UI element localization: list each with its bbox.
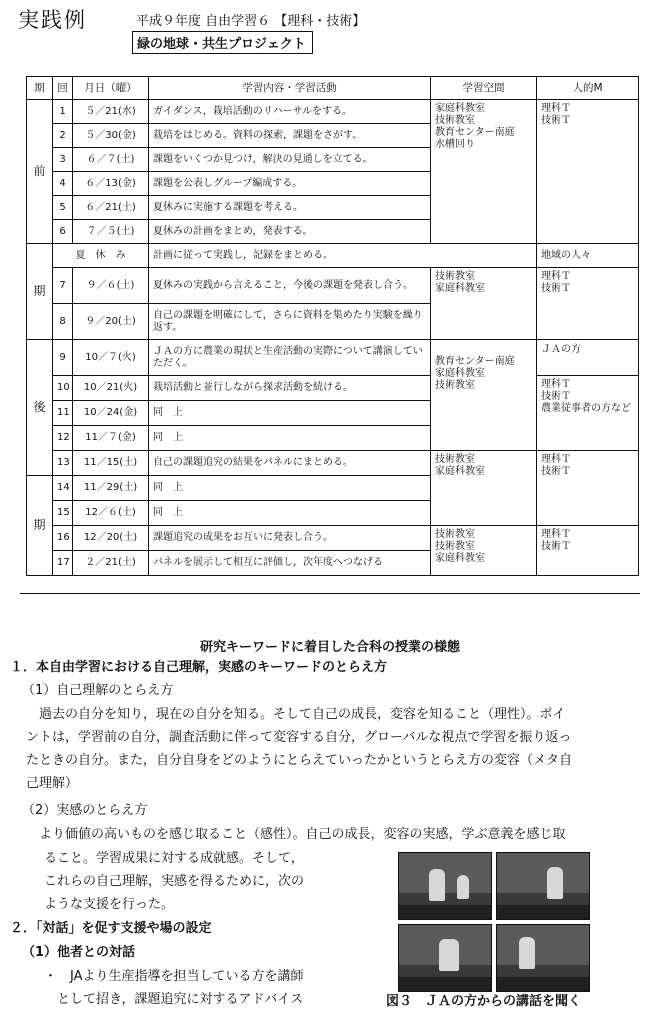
heading-2: ２．「対話」を促す支援や場の設定 bbox=[10, 921, 212, 936]
space-item: 技術教室 bbox=[435, 115, 475, 126]
space-cell bbox=[431, 100, 537, 244]
paragraph-line: たときの自分。また，自分自身をどのようにとらえていったかというとらえ方の変容（メタ自 bbox=[26, 753, 573, 768]
row-activity: 自己の課題を明確にして，さらに資料を集めたり実験を繰り返す。 bbox=[149, 304, 431, 340]
space-cell bbox=[431, 340, 537, 451]
heading-2-1: （1）他者との対話 bbox=[22, 945, 136, 960]
schedule-table bbox=[26, 76, 639, 576]
row-activity: 課題をいくつか見つけ，解決の見通しを立てる。 bbox=[149, 148, 431, 172]
space-cell bbox=[431, 268, 537, 340]
row-date: 11／７(金) bbox=[73, 426, 149, 451]
staff-cell bbox=[537, 451, 639, 526]
space-item: 技術教室 bbox=[435, 541, 475, 552]
staff-item: 理科Ｔ bbox=[541, 271, 571, 282]
space-item: 家庭科教室 bbox=[435, 103, 485, 114]
space-item: 技術教室 bbox=[435, 271, 475, 282]
paragraph-realization-first: より価値の高いものを感じ取ること（感性）。自己の成長，変容の実感，学ぶ意義を感じ取 bbox=[26, 827, 566, 842]
table-row bbox=[27, 100, 639, 124]
period-second-cell bbox=[27, 340, 53, 476]
row-activity: 同 上 bbox=[149, 476, 431, 501]
table-bottom-rule bbox=[20, 593, 640, 594]
staff-cell bbox=[537, 526, 639, 576]
row-number: 13 bbox=[53, 451, 73, 476]
paragraph-line: これらの自己理解，実感を得るために，次の bbox=[44, 874, 305, 889]
row-activity: ＪＡの方に農業の現状と生産活動の実際について講演していただく。 bbox=[149, 340, 431, 376]
staff-cell bbox=[537, 100, 639, 244]
row-number: 8 bbox=[53, 304, 73, 340]
row-activity: 夏休みに実施する課題を考える。 bbox=[149, 196, 431, 220]
row-date: ５／21(水) bbox=[73, 100, 149, 124]
staff-cell bbox=[537, 268, 639, 340]
staff-item: 技術Ｔ bbox=[541, 541, 571, 552]
row-activity: 栽培活動と並行しながら探求活動を続ける。 bbox=[149, 376, 431, 401]
header-number: 回 bbox=[53, 77, 73, 100]
project-title: 緑の地球・共生プロジェクト bbox=[132, 31, 313, 54]
row-number: 14 bbox=[53, 476, 73, 501]
row-activity: 自己の課題追究の結果をパネルにまとめる。 bbox=[149, 451, 431, 476]
heading-1-1: （1）自己理解のとらえ方 bbox=[22, 683, 174, 698]
row-number: 3 bbox=[53, 148, 73, 172]
row-date: ２／21(土) bbox=[73, 551, 149, 576]
table-row bbox=[27, 526, 639, 551]
row-date: 10／７(火) bbox=[73, 340, 149, 376]
header-period: 期 bbox=[27, 77, 53, 100]
staff-item: 理科Ｔ bbox=[541, 454, 571, 465]
row-date-summer: 夏 休 み bbox=[53, 244, 149, 268]
space-item: 技術教室 bbox=[435, 380, 475, 391]
table-row bbox=[27, 268, 639, 304]
row-number: 7 bbox=[53, 268, 73, 304]
figure-photos bbox=[396, 852, 646, 990]
space-item: 家庭科教室 bbox=[435, 283, 485, 294]
example-heading: 実践例 bbox=[18, 8, 87, 32]
row-number: 10 bbox=[53, 376, 73, 401]
photo-lecture-1 bbox=[398, 852, 492, 920]
row-date: 11／15(土) bbox=[73, 451, 149, 476]
paragraph-realization bbox=[44, 847, 374, 916]
staff-item: 理科Ｔ bbox=[541, 103, 571, 114]
staff-item: 技術Ｔ bbox=[541, 466, 571, 477]
row-date: ９／６(土) bbox=[73, 268, 149, 304]
course-meta: 平成９年度 自由学習６ 【理科・技術】 bbox=[136, 14, 366, 29]
space-item: 家庭科教室 bbox=[435, 553, 485, 564]
row-activity: 栽培をはじめる。資料の探索，課題をさがす。 bbox=[149, 124, 431, 148]
paragraph-line: 己理解） bbox=[26, 776, 79, 791]
space-item: 家庭科教室 bbox=[435, 466, 485, 477]
row-date: ９／20(土) bbox=[73, 304, 149, 340]
row-activity: パネルを展示して相互に評価し，次年度へつなげる bbox=[149, 551, 431, 576]
table-row bbox=[27, 451, 639, 476]
row-activity: 課題追究の成果をお互いに発表し合う。 bbox=[149, 526, 431, 551]
paragraph-line: ること。学習成果に対する成就感。そして， bbox=[44, 851, 304, 866]
row-number: 17 bbox=[53, 551, 73, 576]
space-item: 水槽回り bbox=[435, 139, 475, 150]
header-date: 月日（曜） bbox=[73, 77, 149, 100]
table-row bbox=[27, 340, 639, 376]
row-date: 10／21(火) bbox=[73, 376, 149, 401]
staff-cell-ja bbox=[537, 340, 639, 376]
row-activity: 計画に従って実践し，記録をまとめる。 bbox=[149, 244, 537, 268]
period-label: 期 bbox=[33, 518, 46, 533]
row-activity: 課題を公表しグループ編成する。 bbox=[149, 172, 431, 196]
row-date: ７／５(土) bbox=[73, 220, 149, 244]
staff-item: ＪＡの方 bbox=[541, 344, 581, 355]
paragraph-line: ような支援を行った。 bbox=[44, 897, 175, 912]
row-date: 10／24(金) bbox=[73, 401, 149, 426]
row-activity: 夏休みの実践から言えること，今後の課題を発表し合う。 bbox=[149, 268, 431, 304]
header-staff: 人的M bbox=[537, 77, 639, 100]
staff-item: 農業従事者の方など bbox=[541, 403, 631, 414]
period-second-cell-lower bbox=[27, 476, 53, 576]
space-item: 家庭科教室 bbox=[435, 368, 485, 379]
staff-cell-summer: 地域の人々 bbox=[537, 244, 639, 268]
section-title: 研究キーワードに着目した合科の授業の様態 bbox=[199, 640, 460, 655]
row-activity: 同 上 bbox=[149, 501, 431, 526]
paragraph-self-understanding bbox=[26, 703, 656, 795]
paragraph-line: として招き，課題追究に対するアドバイス bbox=[44, 992, 304, 1007]
staff-item: 技術Ｔ bbox=[541, 115, 571, 126]
period-label: 後 bbox=[33, 400, 46, 415]
bullet-ja-lecture bbox=[44, 965, 374, 1011]
row-date: 12／20(土) bbox=[73, 526, 149, 551]
header-space: 学習空間 bbox=[431, 77, 537, 100]
row-number: 11 bbox=[53, 401, 73, 426]
row-number: 4 bbox=[53, 172, 73, 196]
staff-item: 技術Ｔ bbox=[541, 391, 571, 402]
table-row-summer bbox=[27, 244, 639, 268]
space-item: 教育センター南庭 bbox=[435, 356, 515, 367]
staff-cell bbox=[537, 376, 639, 451]
row-number: 16 bbox=[53, 526, 73, 551]
row-number: 1 bbox=[53, 100, 73, 124]
row-number: 9 bbox=[53, 340, 73, 376]
row-number: 2 bbox=[53, 124, 73, 148]
paragraph-line: ントは，学習前の自分，調査活動に伴って変容する自分，グローバルな視点で学習を振り返っ bbox=[26, 730, 572, 745]
heading-1-2: （2）実感のとらえ方 bbox=[22, 803, 148, 818]
row-date: ６／７(土) bbox=[73, 148, 149, 172]
row-number: 6 bbox=[53, 220, 73, 244]
row-number: 5 bbox=[53, 196, 73, 220]
space-item: 技術教室 bbox=[435, 529, 475, 540]
header-activity: 学習内容・学習活動 bbox=[149, 77, 431, 100]
paragraph-line: 過去の自分を知り，現在の自分を知る。そして自己の成長，変容を知ること（理性）。ポイ bbox=[26, 707, 566, 722]
photo-lecture-3 bbox=[398, 924, 492, 992]
paragraph-line: ・ JAより生産指導を担当している方を講師 bbox=[44, 969, 304, 984]
period-first-cell-lower bbox=[27, 244, 53, 340]
table-row bbox=[27, 376, 639, 401]
period-first-cell bbox=[27, 100, 53, 244]
figure-caption: 図３ ＪＡの方からの講話を聞く bbox=[386, 994, 582, 1009]
row-date: ５／30(金) bbox=[73, 124, 149, 148]
heading-1: １．本自由学習における自己理解，実感のキーワードのとらえ方 bbox=[10, 660, 388, 675]
row-number: 15 bbox=[53, 501, 73, 526]
period-label: 期 bbox=[33, 284, 46, 299]
staff-item: 理科Ｔ bbox=[541, 529, 571, 540]
row-activity: ガイダンス，栽培活動のリハーサルをする。 bbox=[149, 100, 431, 124]
space-item: 技術教室 bbox=[435, 454, 475, 465]
space-cell bbox=[431, 526, 537, 576]
row-activity: 同 上 bbox=[149, 426, 431, 451]
row-date: 11／29(土) bbox=[73, 476, 149, 501]
table-header-row bbox=[27, 77, 639, 100]
row-activity: 同 上 bbox=[149, 401, 431, 426]
row-activity: 夏休みの計画をまとめ，発表する。 bbox=[149, 220, 431, 244]
row-date: ６／21(土) bbox=[73, 196, 149, 220]
row-date: 12／６(土) bbox=[73, 501, 149, 526]
staff-item: 技術Ｔ bbox=[541, 283, 571, 294]
photo-lecture-4 bbox=[496, 924, 590, 992]
space-item: 教育センター南庭 bbox=[435, 127, 515, 138]
row-number: 12 bbox=[53, 426, 73, 451]
space-cell bbox=[431, 451, 537, 526]
staff-item: 理科Ｔ bbox=[541, 379, 571, 390]
period-label: 前 bbox=[33, 164, 46, 179]
row-date: ６／13(金) bbox=[73, 172, 149, 196]
photo-lecture-2 bbox=[496, 852, 590, 920]
